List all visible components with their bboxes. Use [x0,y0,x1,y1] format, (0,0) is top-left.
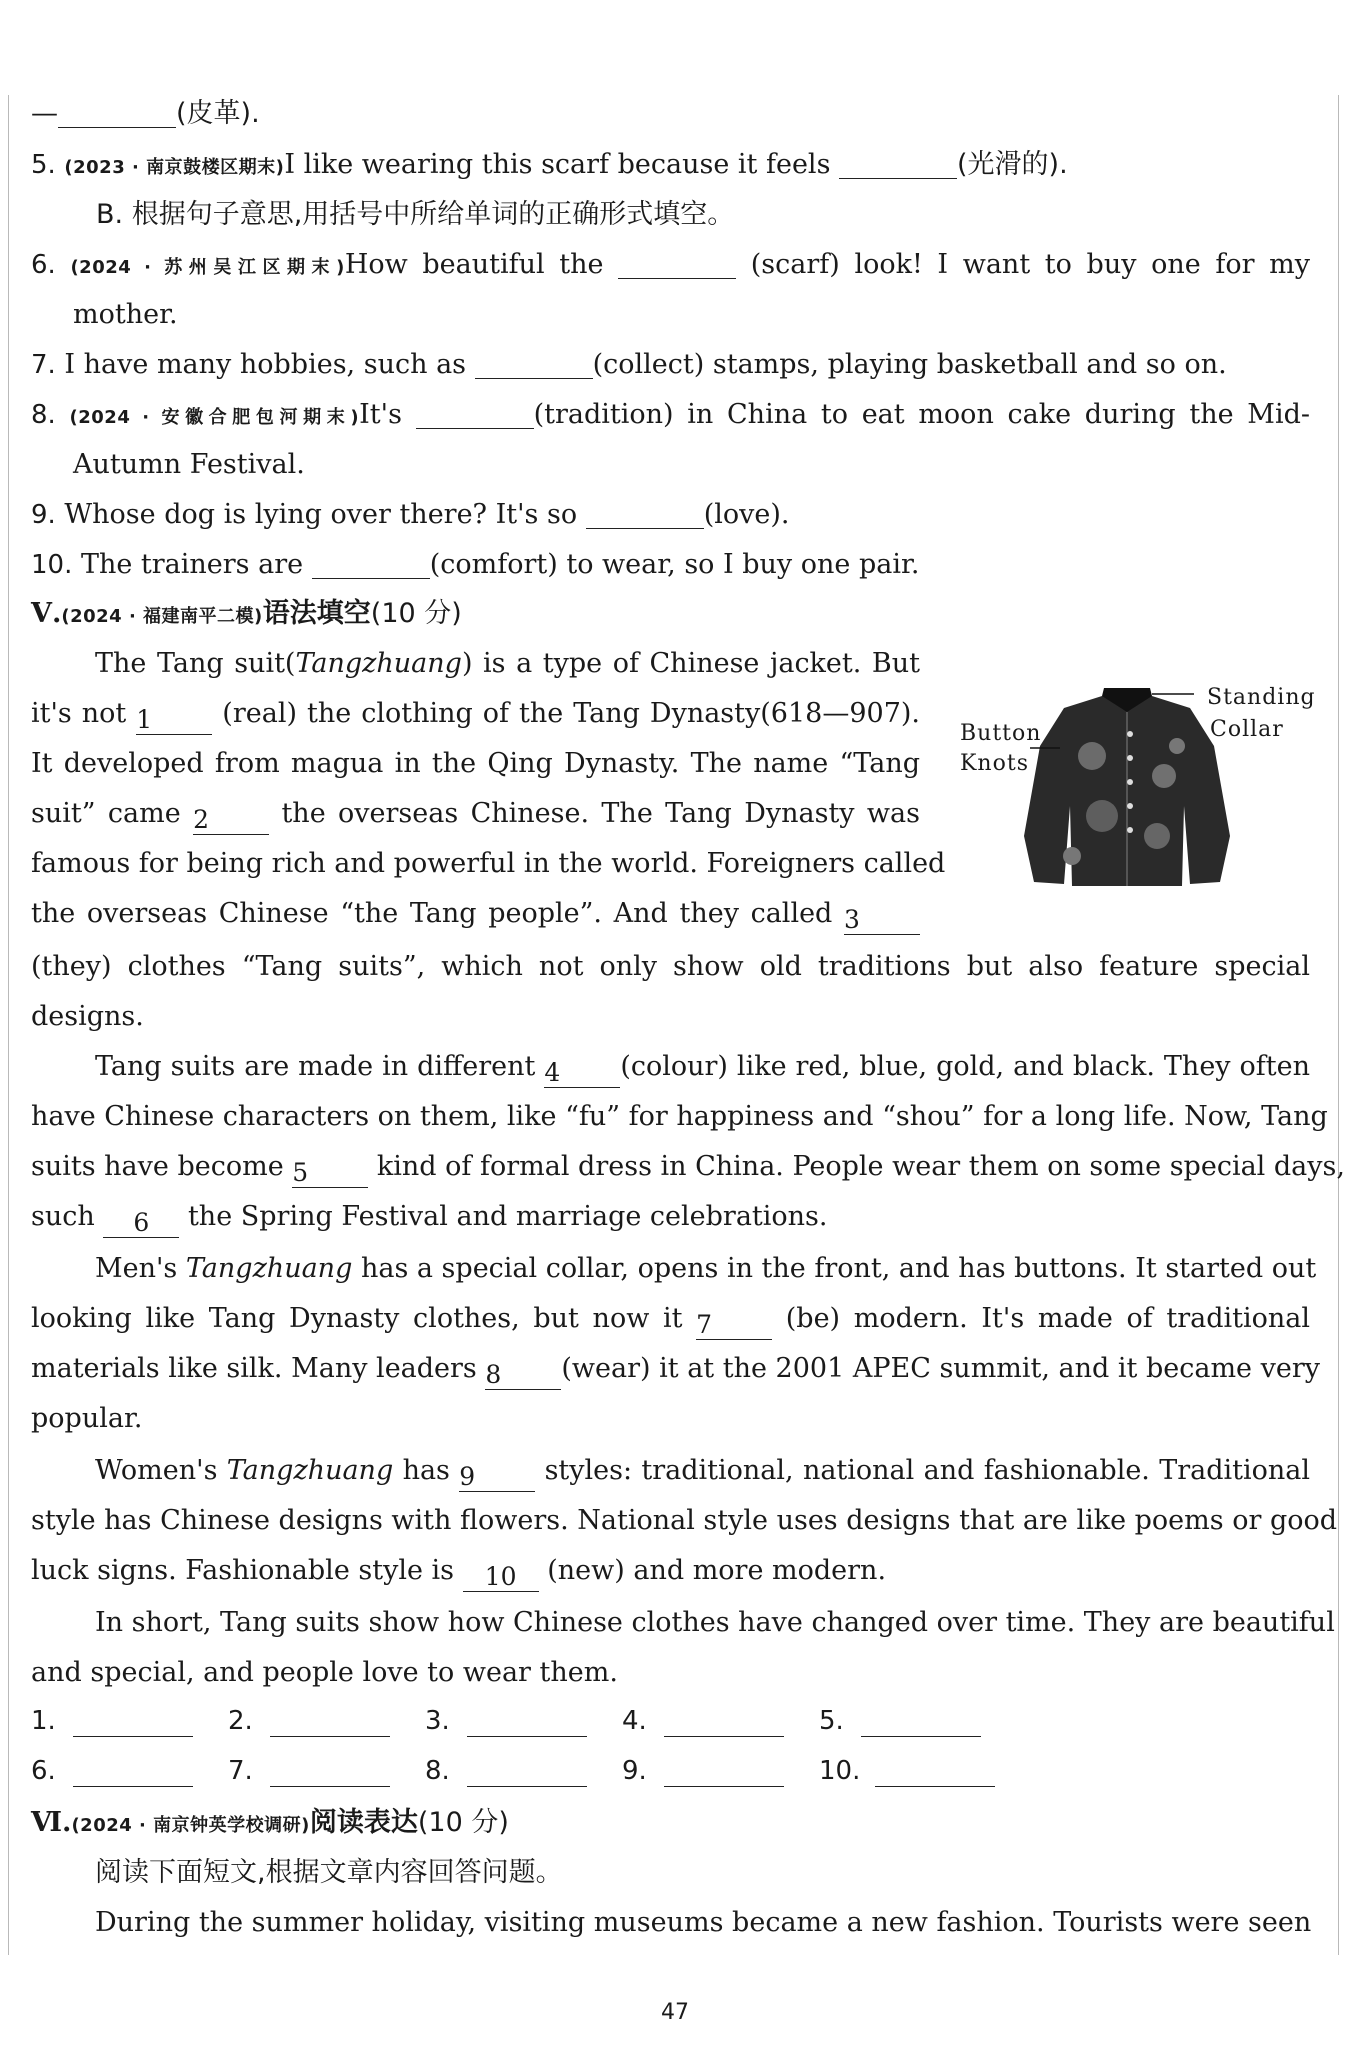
answer-blank[interactable] [618,250,736,279]
passage-p4-line1: Women's Tangzhuang has 9 styles: traditional, national and fashionable. Traditional [95,1455,1310,1491]
blank-3[interactable]: 3 [844,906,920,935]
passage-p2-line1: Tang suits are made in different 4 (colour) like red, blue, gold, and black. They often [95,1051,1310,1087]
part-b-instruction: B. 根据句子意思,用括号中所给单词的正确形式填空。 [96,199,735,230]
question-7: 7. I have many hobbies, such as (collect) stamps, playing basketball and so on. [31,349,1227,380]
answer-blank[interactable] [586,500,704,529]
answer-line[interactable] [664,1786,784,1787]
blank-10[interactable]: 10 [463,1563,539,1592]
question-8-cont: Autumn Festival. [73,449,305,480]
answer-blank[interactable] [416,400,534,429]
answer-label: 8. [425,1756,450,1786]
passage-p4-line2: style has Chinese designs with flowers. National style uses designs that are like poems or good [31,1505,1338,1536]
passage-p3-line4: popular. [31,1403,143,1434]
passage-p5-line1: In short, Tang suits show how Chinese clothes have changed over time. They are beautiful [95,1607,1335,1638]
passage-p1-line4: suit” came 2 the overseas Chinese. The Tang Dynasty was [31,798,920,834]
passage-p1-line8: designs. [31,1001,144,1032]
section-6-header: Ⅵ.(2024 · 南京钟英学校调研)阅读表达(10 分) [31,1807,509,1838]
passage-p2-line3: suits have become 5 kind of formal dress in China. People wear them on some special days, [31,1151,1345,1187]
blank-5[interactable]: 5 [292,1159,368,1188]
blank-8[interactable]: 8 [485,1361,561,1390]
answer-line[interactable] [73,1786,193,1787]
tang-suit-photo [952,685,1316,896]
passage-p4-line3: luck signs. Fashionable style is 10 (new) and more modern. [31,1555,887,1591]
blank-9[interactable]: 9 [459,1463,535,1492]
answer-label: 3. [425,1706,450,1736]
answer-label: 5. [819,1706,844,1736]
question-8: 8. (2024 · 安徽合肥包河期末)It's (tradition) in China to eat moon cake during the Mid- [31,399,1310,430]
passage-p2-line2: have Chinese characters on them, like “fu” for happiness and “shou” for a long life. Now, Tang [31,1101,1328,1132]
answer-blank[interactable] [312,550,430,579]
section-6-instruction: 阅读下面短文,根据文章内容回答问题。 [95,1857,563,1888]
answer-line[interactable] [875,1786,995,1787]
section-5-header: Ⅴ.(2024 · 福建南平二模)语法填空(10 分) [31,598,462,629]
answer-row-2 [31,1756,1011,1790]
left-margin-line [8,95,9,1955]
passage-p2-line4: such 6 the Spring Festival and marriage celebrations. [31,1201,828,1237]
right-margin-line [1338,95,1339,1955]
answer-label: 4. [622,1706,647,1736]
blank-7[interactable]: 7 [696,1311,772,1340]
answer-blank[interactable] [475,350,593,379]
answer-line[interactable] [467,1786,587,1787]
question-6: 6. (2024 · 苏州吴江区期末)How beautiful the (scarf) look! I want to buy one for my [31,249,1311,280]
answer-line[interactable] [270,1736,390,1737]
question-10: 10. The trainers are (comfort) to wear, so I buy one pair. [31,549,920,580]
passage-p1-line6: the overseas Chinese “the Tang people”. And they called 3 [31,897,920,935]
passage-p1-line3: It developed from magua in the Qing Dynasty. The name “Tang [31,748,920,779]
passage-p1-line1: The Tang suit(Tangzhuang) is a type of Chinese jacket. But [95,648,920,679]
blank-1[interactable]: 1 [136,706,212,735]
passage-p5-line2: and special, and people love to wear them. [31,1657,618,1688]
label-collar: Collar [1210,717,1284,742]
answer-row-1 [31,1706,1011,1740]
passage-p1-line2: it's not 1 (real) the clothing of the Tang Dynasty(618—907). [31,698,920,734]
label-standing: Standing [1207,685,1316,710]
label-knots: Knots [960,751,1029,776]
blank-4[interactable]: 4 [544,1059,620,1088]
question-9: 9. Whose dog is lying over there? It's so (love). [31,499,790,530]
answer-blank[interactable] [58,99,176,128]
passage-p3-line1: Men's Tangzhuang has a special collar, opens in the front, and has buttons. It started out [95,1253,1317,1284]
q4-tail: — (皮革). [31,98,260,129]
answer-label: 7. [228,1756,253,1786]
passage-p3-line2: looking like Tang Dynasty clothes, but now it 7 (be) modern. It's made of traditional [31,1303,1310,1339]
passage-p3-line3: materials like silk. Many leaders 8 (wear) it at the 2001 APEC summit, and it became very [31,1353,1321,1389]
answer-blank[interactable] [839,150,957,179]
answer-label: 6. [31,1756,56,1786]
answer-line[interactable] [467,1736,587,1737]
answer-label: 10. [819,1756,861,1786]
passage-p1-line5: famous for being rich and powerful in the world. Foreigners called [31,848,946,879]
question-5: 5. (2023 · 南京鼓楼区期末)I like wearing this scarf because it feels (光滑的). [31,149,1068,180]
answer-label: 1. [31,1706,56,1736]
label-button: Button [960,721,1042,746]
question-6-cont: mother. [73,299,178,330]
answer-line[interactable] [861,1736,981,1737]
page-number: 47 [661,2000,689,2025]
answer-line[interactable] [73,1736,193,1737]
section-6-passage-line1: During the summer holiday, visiting museums became a new fashion. Tourists were seen [95,1907,1312,1938]
blank-6[interactable]: 6 [103,1209,179,1238]
answer-line[interactable] [664,1736,784,1737]
answer-label: 9. [622,1756,647,1786]
passage-p1-line7: (they) clothes “Tang suits”, which not only show old traditions but also feature special [31,951,1310,982]
blank-2[interactable]: 2 [193,806,269,835]
answer-label: 2. [228,1706,253,1736]
answer-line[interactable] [270,1786,390,1787]
